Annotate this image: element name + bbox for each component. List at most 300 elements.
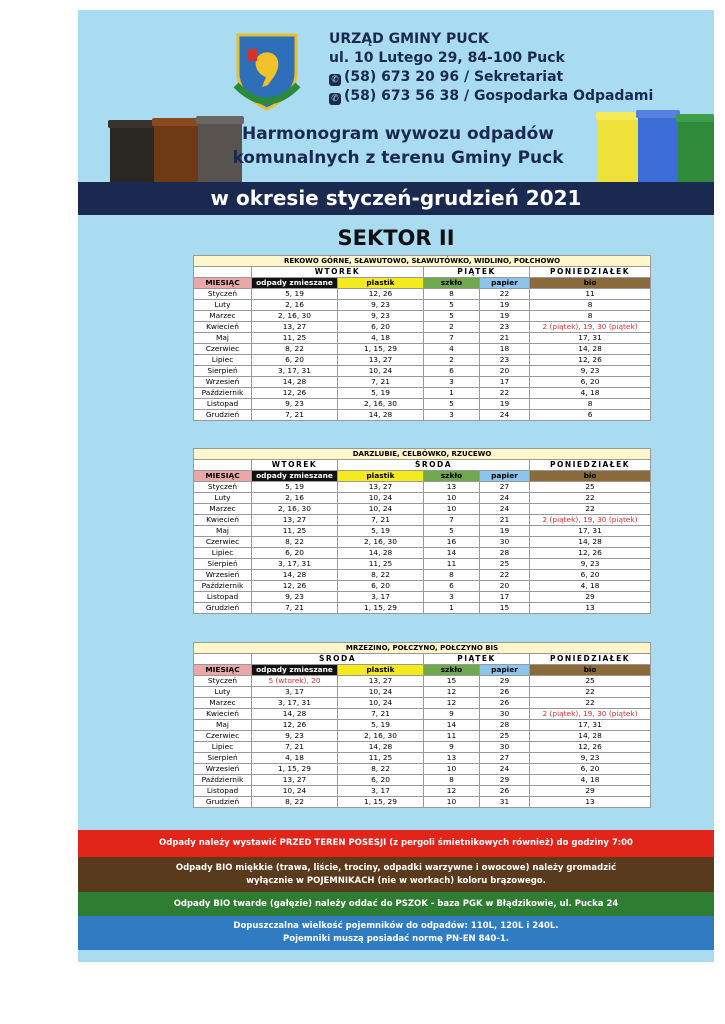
cell-month: Maj [194, 526, 252, 537]
cell-mixed: 10, 24 [252, 786, 338, 797]
table-row [194, 786, 651, 797]
cell-plastic: 1, 15, 29 [338, 344, 424, 355]
cell-bio: 8 [530, 311, 651, 322]
cell-month: Grudzień [194, 603, 252, 614]
cell-plastic: 6, 20 [338, 581, 424, 592]
weekday-group-1: ŚRODA [252, 654, 424, 665]
cell-glass: 6 [424, 366, 480, 377]
period-banner: w okresie styczeń-grudzień 2021 [78, 182, 714, 215]
cell-plastic: 8, 22 [338, 570, 424, 581]
header-plastic: plastik [338, 278, 424, 289]
cell-month: Luty [194, 687, 252, 698]
table-row [194, 399, 651, 410]
notice-red [78, 830, 714, 857]
cell-plastic: 11, 25 [338, 559, 424, 570]
title-line-1: Harmonogram wywozu odpadów [241, 124, 555, 144]
table-row [194, 797, 651, 808]
cell-plastic: 5, 19 [338, 388, 424, 399]
cell-mixed: 13, 27 [252, 775, 338, 786]
table-row [194, 311, 651, 322]
cell-bio: 17, 31 [530, 720, 651, 731]
cell-plastic: 14, 28 [338, 548, 424, 559]
cell-mixed: 2, 16, 30 [252, 504, 338, 515]
weekday-spacer [194, 460, 252, 471]
cell-paper: 25 [480, 731, 530, 742]
table-row [194, 537, 651, 548]
cell-mixed: 3, 17 [252, 687, 338, 698]
cell-plastic: 13, 27 [338, 676, 424, 687]
table-row [194, 504, 651, 515]
cell-month: Wrzesień [194, 377, 252, 388]
table-row [194, 603, 651, 614]
cell-mixed: 3, 17, 31 [252, 698, 338, 709]
cell-mixed: 8, 22 [252, 344, 338, 355]
header-mixed: odpady zmieszane [252, 665, 338, 676]
table-row [194, 687, 651, 698]
cell-glass: 1 [424, 388, 480, 399]
cell-glass: 11 [424, 731, 480, 742]
office-name: URZĄD GMINY PUCK [329, 31, 489, 47]
cell-bio: 29 [530, 592, 651, 603]
notice-green-text: Odpady BIO twarde (gałęzie) należy oddać do PSZOK - baza PGK w Błądzikowie, ul. Pucka 24 [173, 898, 619, 909]
cell-paper: 30 [480, 742, 530, 753]
cell-bio: 29 [530, 786, 651, 797]
phone-secretariat-text: (58) 673 20 96 / Sekretariat [344, 69, 564, 85]
cell-glass: 4 [424, 344, 480, 355]
cell-glass: 5 [424, 311, 480, 322]
header-row [194, 278, 651, 289]
table-row [194, 493, 651, 504]
cell-plastic: 8, 22 [338, 764, 424, 775]
notice-blue-line-1: Dopuszczalna wielkość pojemników do odpadów: 110L, 120L i 240L. [233, 921, 559, 931]
cell-paper: 30 [480, 709, 530, 720]
schedule-table-1 [193, 255, 651, 421]
cell-month: Maj [194, 720, 252, 731]
cell-mixed: 12, 26 [252, 720, 338, 731]
header-mixed: odpady zmieszane [252, 278, 338, 289]
cell-plastic: 12, 26 [338, 289, 424, 300]
cell-mixed: 8, 22 [252, 797, 338, 808]
cell-plastic: 2, 16, 30 [338, 731, 424, 742]
cell-glass: 2 [424, 355, 480, 366]
cell-plastic: 1, 15, 29 [338, 797, 424, 808]
header-month: MIESIĄC [194, 278, 252, 289]
schedule-sheet [78, 10, 714, 962]
cell-month: Grudzień [194, 797, 252, 808]
cell-plastic: 4, 18 [338, 333, 424, 344]
cell-glass: 14 [424, 720, 480, 731]
cell-glass: 11 [424, 559, 480, 570]
cell-mixed: 14, 28 [252, 570, 338, 581]
cell-plastic: 3, 17 [338, 592, 424, 603]
cell-glass: 3 [424, 410, 480, 421]
weekday-group-1: WTOREK [252, 267, 424, 278]
cell-paper: 17 [480, 377, 530, 388]
cell-month: Styczeń [194, 289, 252, 300]
cell-month: Wrzesień [194, 570, 252, 581]
cell-mixed: 5, 19 [252, 289, 338, 300]
table-row [194, 764, 651, 775]
weekday-spacer [194, 654, 252, 665]
cell-bio: 11 [530, 289, 651, 300]
phone-secretariat [329, 68, 653, 87]
cell-mixed: 6, 20 [252, 548, 338, 559]
cell-paper: 19 [480, 300, 530, 311]
cell-bio: 6, 20 [530, 570, 651, 581]
cell-plastic: 6, 20 [338, 775, 424, 786]
cell-bio: 9, 23 [530, 559, 651, 570]
cell-paper: 20 [480, 366, 530, 377]
cell-bio: 22 [530, 504, 651, 515]
cell-month: Listopad [194, 592, 252, 603]
cell-paper: 24 [480, 504, 530, 515]
cell-month: Sierpień [194, 366, 252, 377]
cell-bio: 2 (piątek), 19, 30 (piątek) [530, 709, 651, 720]
cell-glass: 14 [424, 548, 480, 559]
cell-paper: 23 [480, 355, 530, 366]
cell-glass: 7 [424, 333, 480, 344]
header-month: MIESIĄC [194, 471, 252, 482]
cell-glass: 12 [424, 786, 480, 797]
cell-month: Styczeń [194, 676, 252, 687]
cell-paper: 24 [480, 410, 530, 421]
cell-plastic: 10, 24 [338, 504, 424, 515]
table-row [194, 698, 651, 709]
cell-mixed: 11, 25 [252, 333, 338, 344]
weekday-group-3: PONIEDZIAŁEK [530, 460, 651, 471]
cell-month: Sierpień [194, 753, 252, 764]
cell-bio: 12, 26 [530, 355, 651, 366]
cell-month: Październik [194, 581, 252, 592]
header-plastic: plastik [338, 665, 424, 676]
header-paper: papier [480, 278, 530, 289]
header-bio: bio [530, 471, 651, 482]
cell-glass: 8 [424, 775, 480, 786]
table-row [194, 526, 651, 537]
cell-mixed: 5, 19 [252, 482, 338, 493]
cell-month: Maj [194, 333, 252, 344]
cell-mixed: 3, 17, 31 [252, 559, 338, 570]
cell-bio: 4, 18 [530, 775, 651, 786]
cell-paper: 22 [480, 289, 530, 300]
notice-brown-line-2: wyłącznie w POJEMNIKACH (nie w workach) koloru brązowego. [246, 875, 546, 886]
cell-glass: 15 [424, 676, 480, 687]
locations-row [194, 643, 651, 654]
cell-bio: 6 [530, 410, 651, 421]
cell-bio: 25 [530, 676, 651, 687]
cell-month: Październik [194, 775, 252, 786]
cell-month: Marzec [194, 311, 252, 322]
cell-mixed: 7, 21 [252, 742, 338, 753]
cell-plastic: 1, 15, 29 [338, 603, 424, 614]
cell-paper: 31 [480, 797, 530, 808]
notice-blue-line-2: Pojemniki muszą posiadać normę PN-EN 840-1. [283, 934, 509, 944]
phone-icon: ✆ [329, 93, 341, 105]
cell-month: Czerwiec [194, 537, 252, 548]
weekday-row [194, 654, 651, 665]
schedule-table-3 [193, 642, 651, 808]
table-row [194, 410, 651, 421]
cell-bio: 12, 26 [530, 548, 651, 559]
cell-glass: 5 [424, 300, 480, 311]
table-row [194, 775, 651, 786]
cell-month: Styczeń [194, 482, 252, 493]
cell-paper: 26 [480, 786, 530, 797]
cell-mixed: 9, 23 [252, 731, 338, 742]
cell-plastic: 9, 23 [338, 311, 424, 322]
cell-plastic: 7, 21 [338, 377, 424, 388]
cell-plastic: 5, 19 [338, 526, 424, 537]
table-row [194, 322, 651, 333]
locations-cell: REKOWO GÓRNE, SŁAWUTOWO, SŁAWUTÓWKO, WIDLINO, POŁCHOWO [194, 256, 651, 267]
weekday-group-2: PIĄTEK [424, 654, 530, 665]
header-bio: bio [530, 278, 651, 289]
cell-paper: 21 [480, 515, 530, 526]
header-month: MIESIĄC [194, 665, 252, 676]
cell-bio: 13 [530, 797, 651, 808]
cell-plastic: 14, 28 [338, 410, 424, 421]
cell-month: Kwiecień [194, 515, 252, 526]
cell-plastic: 3, 17 [338, 786, 424, 797]
table-row [194, 289, 651, 300]
cell-plastic: 7, 21 [338, 709, 424, 720]
weekday-row [194, 460, 651, 471]
cell-mixed: 13, 27 [252, 322, 338, 333]
cell-mixed: 7, 21 [252, 410, 338, 421]
table-row [194, 720, 651, 731]
cell-paper: 27 [480, 753, 530, 764]
cell-bio: 25 [530, 482, 651, 493]
cell-glass: 9 [424, 709, 480, 720]
header-glass: szkło [424, 278, 480, 289]
cell-paper: 29 [480, 775, 530, 786]
table-row [194, 300, 651, 311]
cell-paper: 22 [480, 388, 530, 399]
cell-month: Czerwiec [194, 731, 252, 742]
cell-month: Luty [194, 300, 252, 311]
cell-plastic: 2, 16, 30 [338, 399, 424, 410]
cell-paper: 19 [480, 311, 530, 322]
cell-mixed: 12, 26 [252, 388, 338, 399]
locations-row [194, 256, 651, 267]
phone-waste-text: (58) 673 56 38 / Gospodarka Odpadami [344, 88, 654, 104]
header-row [194, 471, 651, 482]
cell-mixed: 2, 16 [252, 493, 338, 504]
cell-glass: 12 [424, 698, 480, 709]
cell-paper: 28 [480, 720, 530, 731]
cell-month: Grudzień [194, 410, 252, 421]
cell-plastic: 10, 24 [338, 687, 424, 698]
header-paper: papier [480, 665, 530, 676]
cell-month: Lipiec [194, 355, 252, 366]
cell-mixed: 14, 28 [252, 377, 338, 388]
weekday-group-2: PIĄTEK [424, 267, 530, 278]
notice-blue [78, 916, 714, 950]
cell-glass: 10 [424, 764, 480, 775]
cell-plastic: 7, 21 [338, 515, 424, 526]
header-plastic: plastik [338, 471, 424, 482]
cell-month: Kwiecień [194, 709, 252, 720]
weekday-group-2: ŚRODA [338, 460, 530, 471]
cell-bio: 22 [530, 687, 651, 698]
cell-paper: 21 [480, 333, 530, 344]
table-row [194, 709, 651, 720]
cell-plastic: 5, 19 [338, 720, 424, 731]
cell-bio: 4, 18 [530, 581, 651, 592]
cell-plastic: 2, 16, 30 [338, 537, 424, 548]
table-row [194, 388, 651, 399]
phone-icon: ✆ [329, 74, 341, 86]
weekday-group-3: PONIEDZIAŁEK [530, 267, 651, 278]
table-row [194, 570, 651, 581]
table-row [194, 355, 651, 366]
table-row [194, 333, 651, 344]
table-row [194, 515, 651, 526]
cell-bio: 9, 23 [530, 366, 651, 377]
cell-paper: 20 [480, 581, 530, 592]
cell-month: Sierpień [194, 559, 252, 570]
cell-mixed: 11, 25 [252, 526, 338, 537]
cell-month: Październik [194, 388, 252, 399]
cell-bio: 17, 31 [530, 526, 651, 537]
locations-cell: DARZLUBIE, CELBÓWKO, RZUCEWO [194, 449, 651, 460]
office-header [329, 30, 653, 106]
weekday-row [194, 267, 651, 278]
cell-mixed: 5 (wtorek), 20 [252, 676, 338, 687]
cell-mixed: 7, 21 [252, 603, 338, 614]
cell-paper: 29 [480, 676, 530, 687]
cell-month: Lipiec [194, 742, 252, 753]
cell-month: Czerwiec [194, 344, 252, 355]
cell-mixed: 13, 27 [252, 515, 338, 526]
cell-plastic: 10, 24 [338, 698, 424, 709]
cell-paper: 28 [480, 548, 530, 559]
table-row [194, 548, 651, 559]
cell-plastic: 10, 24 [338, 366, 424, 377]
header-paper: papier [480, 471, 530, 482]
cell-glass: 13 [424, 753, 480, 764]
cell-glass: 13 [424, 482, 480, 493]
cell-bio: 17, 31 [530, 333, 651, 344]
cell-plastic: 13, 27 [338, 355, 424, 366]
cell-plastic: 9, 23 [338, 300, 424, 311]
cell-paper: 17 [480, 592, 530, 603]
cell-glass: 5 [424, 526, 480, 537]
cell-mixed: 6, 20 [252, 355, 338, 366]
cell-paper: 30 [480, 537, 530, 548]
cell-glass: 16 [424, 537, 480, 548]
cell-glass: 8 [424, 289, 480, 300]
cell-month: Listopad [194, 399, 252, 410]
cell-glass: 1 [424, 603, 480, 614]
cell-mixed: 3, 17, 31 [252, 366, 338, 377]
header-row [194, 665, 651, 676]
table-row [194, 581, 651, 592]
cell-paper: 18 [480, 344, 530, 355]
cell-paper: 23 [480, 322, 530, 333]
cell-glass: 10 [424, 493, 480, 504]
locations-row [194, 449, 651, 460]
cell-mixed: 9, 23 [252, 592, 338, 603]
cell-bio: 6, 20 [530, 764, 651, 775]
cell-glass: 6 [424, 581, 480, 592]
cell-glass: 8 [424, 570, 480, 581]
header-mixed: odpady zmieszane [252, 471, 338, 482]
cell-paper: 22 [480, 570, 530, 581]
cell-month: Luty [194, 493, 252, 504]
table-row [194, 559, 651, 570]
cell-glass: 9 [424, 742, 480, 753]
title-line-2: komunalnych z terenu Gminy Puck [232, 148, 564, 168]
cell-month: Kwiecień [194, 322, 252, 333]
weekday-group-1: WTOREK [252, 460, 338, 471]
cell-mixed: 4, 18 [252, 753, 338, 764]
cell-paper: 25 [480, 559, 530, 570]
cell-bio: 9, 23 [530, 753, 651, 764]
cell-bio: 2 (piątek), 19, 30 (piątek) [530, 515, 651, 526]
cell-paper: 27 [480, 482, 530, 493]
notice-green [78, 892, 714, 916]
cell-bio: 4, 18 [530, 388, 651, 399]
office-address: ul. 10 Lutego 29, 84-100 Puck [329, 50, 565, 66]
cell-paper: 24 [480, 493, 530, 504]
cell-mixed: 1, 15, 29 [252, 764, 338, 775]
table-row [194, 482, 651, 493]
cell-bio: 14, 28 [530, 537, 651, 548]
cell-mixed: 8, 22 [252, 537, 338, 548]
cell-bio: 13 [530, 603, 651, 614]
cell-glass: 7 [424, 515, 480, 526]
cell-paper: 19 [480, 526, 530, 537]
cell-glass: 2 [424, 322, 480, 333]
sector-heading: SEKTOR II [337, 226, 455, 250]
notice-brown [78, 857, 714, 892]
cell-bio: 22 [530, 698, 651, 709]
cell-bio: 14, 28 [530, 344, 651, 355]
header-bio: bio [530, 665, 651, 676]
table-row [194, 753, 651, 764]
cell-month: Marzec [194, 698, 252, 709]
cell-bio: 6, 20 [530, 377, 651, 388]
cell-glass: 3 [424, 377, 480, 388]
cell-mixed: 14, 28 [252, 709, 338, 720]
cell-month: Wrzesień [194, 764, 252, 775]
header-glass: szkło [424, 471, 480, 482]
cell-bio: 22 [530, 493, 651, 504]
cell-mixed: 12, 26 [252, 581, 338, 592]
cell-paper: 24 [480, 764, 530, 775]
weekday-spacer [194, 267, 252, 278]
cell-paper: 26 [480, 687, 530, 698]
cell-paper: 19 [480, 399, 530, 410]
cell-bio: 8 [530, 399, 651, 410]
cell-glass: 10 [424, 797, 480, 808]
cell-bio: 14, 28 [530, 731, 651, 742]
cell-month: Marzec [194, 504, 252, 515]
cell-plastic: 6, 20 [338, 322, 424, 333]
cell-mixed: 2, 16 [252, 300, 338, 311]
cell-mixed: 2, 16, 30 [252, 311, 338, 322]
table-row [194, 731, 651, 742]
table-row [194, 377, 651, 388]
schedule-title [198, 122, 598, 170]
notice-red-text: Odpady należy wystawić PRZED TEREN POSESJI (z pergoli śmietnikowych również) do godziny 7:00 [159, 838, 633, 848]
cell-plastic: 13, 27 [338, 482, 424, 493]
cell-paper: 15 [480, 603, 530, 614]
locations-cell: MRZEZINO, POŁCZYNO, POŁCZYNO BIS [194, 643, 651, 654]
header-glass: szkło [424, 665, 480, 676]
gmina-puck-emblem-icon [232, 29, 302, 113]
